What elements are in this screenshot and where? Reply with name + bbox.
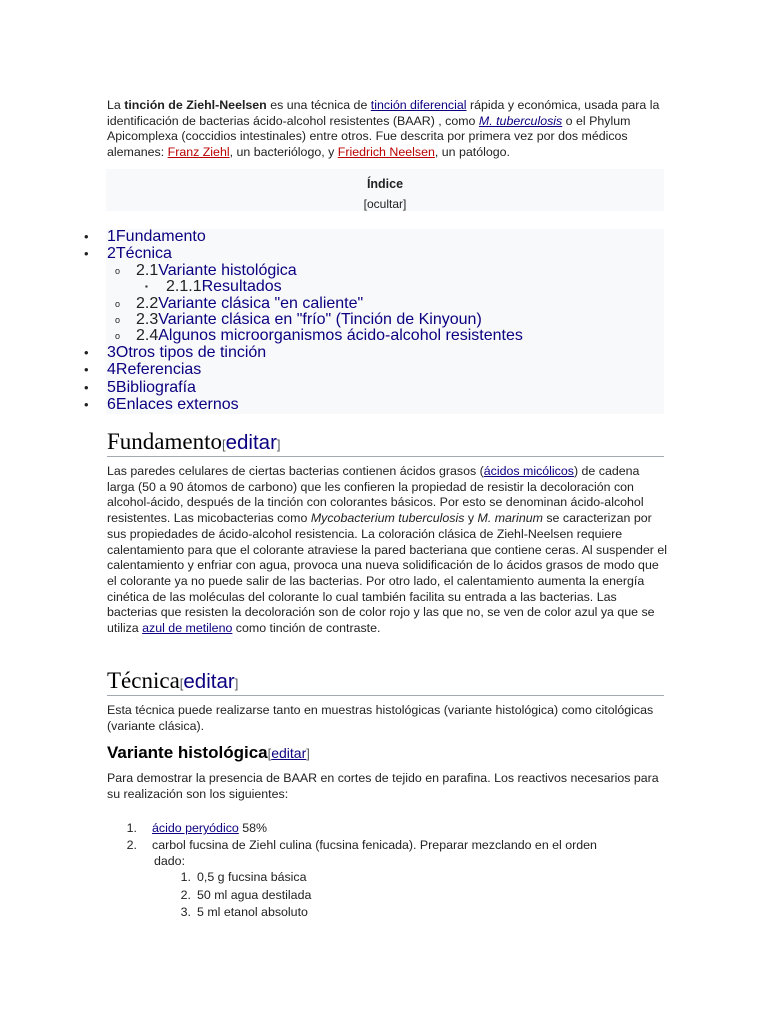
bullet-circle: o: [115, 331, 121, 341]
bullet-circle: o: [115, 266, 121, 276]
link-franz-ziehl[interactable]: Franz Ziehl: [167, 145, 230, 160]
toc-item-enlaces[interactable]: 6Enlaces externos: [107, 396, 239, 413]
intro-text: o el Phylum Apicomplexa (coccidios intestinales) entre otros. Fue descrita por primera vez por dos médicos alemanes:: [107, 113, 631, 160]
intro-text: , un patólogo.: [434, 145, 510, 160]
bullet-disc: •: [84, 246, 89, 261]
link-acidos-micolicos[interactable]: ácidos micólicos: [483, 464, 574, 478]
edit-link-fundamento[interactable]: editar: [225, 431, 277, 454]
link-tincion-diferencial[interactable]: tinción diferencial: [370, 98, 467, 112]
bullet-disc: •: [84, 229, 89, 244]
toc-title: Índice: [366, 177, 404, 191]
link-m-tuberculosis[interactable]: M. tuberculosis: [478, 113, 563, 128]
tecnica-paragraph: Esta técnica puede realizarse tanto en muestras histológicas (variante histológica) como citológicas (variante clásica).: [107, 703, 654, 733]
heading-variante-histologica: Variante histológica[editar]: [107, 743, 310, 762]
intro-paragraph: [107, 98, 667, 161]
intro-text: La: [107, 98, 125, 112]
italic-m-marinum: M. marinum: [477, 511, 543, 526]
edit-link-variante[interactable]: editar: [271, 745, 307, 761]
link-friedrich-neelsen[interactable]: Friedrich Neelsen: [337, 145, 435, 160]
bullet-disc: •: [84, 345, 89, 360]
heading-fundamento: Fundamento[editar]: [107, 427, 664, 457]
bullet-circle: o: [115, 299, 121, 309]
toc-item-resultados[interactable]: 2.1.1Resultados: [166, 278, 282, 295]
toc-toggle[interactable]: [ocultar]: [363, 197, 407, 211]
bullet-disc: •: [84, 380, 89, 395]
intro-text: , un bacteriólogo, y: [229, 145, 338, 160]
heading-tecnica: Técnica[editar]: [107, 666, 664, 696]
toc-item-variante-histologica[interactable]: 2.1Variante histológica: [136, 262, 297, 279]
toc-item-bibliografia[interactable]: 5Bibliografía: [107, 379, 196, 396]
intro-text: rápida y económica, usada para la identificación de bacterias ácido-alcohol resistentes (BAAR) , como: [107, 98, 660, 128]
intro-text: es una técnica de: [266, 98, 371, 112]
link-azul-metileno[interactable]: azul de metileno: [142, 621, 233, 636]
intro-bold-term: tinción de Ziehl-Neelsen: [124, 98, 267, 112]
toc-item-microorganismos[interactable]: 2.4Algunos microorganismos ácido-alcohol resistentes: [136, 327, 523, 344]
toc-header: [106, 169, 664, 211]
edit-link-tecnica[interactable]: editar: [183, 670, 235, 693]
bullet-disc: •: [84, 397, 89, 412]
toc-item-variante-caliente[interactable]: 2.2Variante clásica "en caliente": [136, 295, 364, 312]
heading-text: Técnica: [107, 668, 180, 693]
link-acido-peryodico[interactable]: ácido peryódico: [152, 821, 239, 835]
toc-item-fundamento[interactable]: 1Fundamento: [107, 228, 206, 245]
toc-item-otros-tipos[interactable]: 3Otros tipos de tinción: [107, 344, 267, 361]
bullet-square: ▪: [145, 282, 148, 291]
variante-paragraph: Para demostrar la presencia de BAAR en cortes de tejido en parafina. Los reactivos necesarios para su realización son los siguientes:: [107, 771, 659, 801]
bullet-disc: •: [84, 362, 89, 377]
toc-item-variante-frio[interactable]: 2.3Variante clásica en "frío" (Tinción de Kinyoun): [136, 311, 482, 328]
bullet-circle: o: [115, 315, 121, 325]
italic-mycobacterium: Mycobacterium tuberculosis: [310, 511, 465, 526]
heading-text: Fundamento: [107, 429, 222, 454]
toc-item-referencias[interactable]: 4Referencias: [107, 361, 202, 378]
toc-item-tecnica[interactable]: 2Técnica: [107, 245, 172, 262]
fundamento-paragraph: Las paredes celulares de ciertas bacterias contienen ácidos grasos (ácidos micólicos) de cadena larga (50 a 90 átomos de carbono) que les confieren la propiedad de resistir la decoloración con alcohol-ácido, después de la tinción con colorantes básicos. Por esto se denominan ácido-alcohol resistentes. Las micobacterias como Mycobacterium tuberculosis y M. marinum se caracterizan por sus propiedades de ácido-alcohol resistencia. La coloración clásica de Ziehl-Neelsen requiere calentamiento para que el colorante atraviese la pared bacteriana que contiene ceras. Al suspender el calentamiento y enfriar con agua, provoca una nueva solidificación de lo ácidos grasos de modo que el colorante ya no puede salir de las bacterias. Por otro lado, el calentamiento aumenta la energía cinética de las moléculas del colorante lo cual también facilita su entrada a las bacterias. Las bacterias que resisten la decoloración son de color rojo y las que no, se ven de color azul ya que se utiliza azul de metileno como tinción de contraste.: [107, 464, 668, 636]
